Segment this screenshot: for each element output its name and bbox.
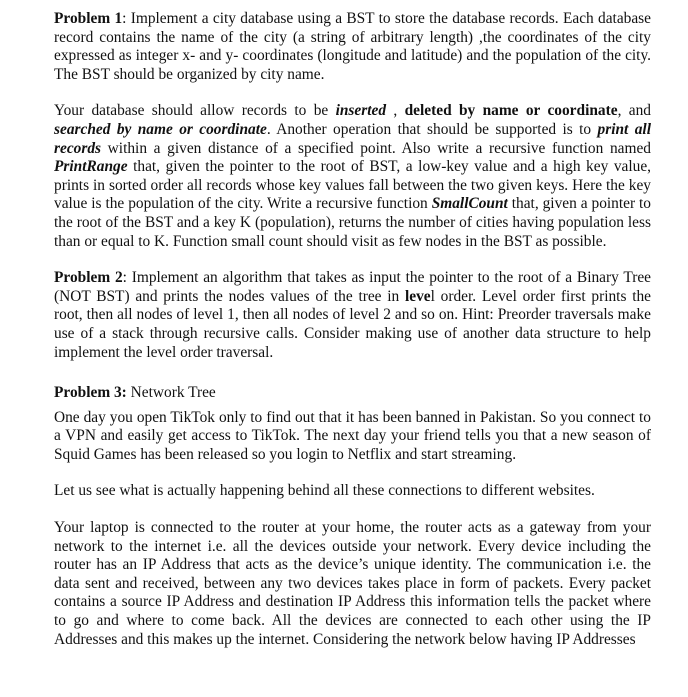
text-run: that, given a pointer to the root of the BST and a key K (population), returns the number of cities having population less than or equal to K. Function small count should visit as few nodes in the BST as possible. bbox=[54, 195, 651, 250]
emphasis-searched: searched by name or coordinate bbox=[54, 120, 267, 138]
text-run: within a given distance of a specified point. Also write a recursive function named bbox=[101, 139, 651, 157]
text-run: Your database should allow records to be bbox=[54, 102, 336, 120]
function-name-smallcount: SmallCount bbox=[431, 195, 508, 213]
emphasis-inserted: inserted bbox=[335, 102, 387, 120]
problem3-heading: Problem 3: bbox=[54, 384, 127, 402]
problem3-title: Network Tree bbox=[126, 384, 216, 402]
problem1-paragraph bbox=[54, 10, 651, 84]
text-run: that, given the pointer to the root of BST, a low-key value and a high key value, prints in sorted order all records whose key values fall between the two given keys. Here the key value is the population of the city. Write a recursive function bbox=[54, 158, 651, 213]
problem3-network-paragraph: Your laptop is connected to the router at your home, the router acts as a gateway from your network to the internet i.e. all the devices outside your network. Every device including the router has an IP Address that acts as the device’s unique identity. The communication i.e. the data sent and received, between any two devices takes place in form of packets. Every packet contains a source IP Address and destination IP Address this information tells the packet where to go and where to come back. All the devices are connected to each other using the IP Addresses and this makes up the internet. Considering the network below having IP Addresses bbox=[54, 519, 651, 648]
problem3-intro-paragraph: One day you open TikTok only to find out that it has been banned in Pakistan. So you connect to a VPN and easily get access to TikTok. The next day your friend tells you that a new season of Squid Games has been released so you login to Netflix and start streaming. bbox=[54, 408, 651, 463]
text-run: : Implement an algorithm that takes as input the pointer to the root of a Binary Tree (NOT BST) and prints the nodes values of the tree in bbox=[54, 269, 651, 305]
problem1-text: : Implement a city database using a BST to store the database records. Each database record contains the name of the city (a string of arbitrary length) ,the coordinates of the city expressed as integer x- and y- coordinates (longitude and latitude) and the population of the city. The BST should be organized by city name. bbox=[54, 10, 652, 83]
problem3-transition-paragraph: Let us see what is actually happening behind all these connections to different websites. bbox=[54, 482, 595, 500]
emphasis-level: leve bbox=[404, 287, 431, 305]
problem2-heading: Problem 2 bbox=[54, 269, 123, 287]
emphasis-print-all: print all records bbox=[54, 120, 651, 157]
text-run: . Another operation that should be supported is to bbox=[266, 120, 598, 138]
text-run: l order. Level order first prints the root, then all nodes of level 1, then all nodes of level 2 and so on. Hint: Preorder traversals make use of a stack through recursive calls. Consider making use of another data structure to help implement the level order traversal. bbox=[54, 287, 651, 361]
problem2-paragraph bbox=[54, 269, 651, 362]
problem1-heading: Problem 1 bbox=[54, 10, 123, 27]
problem3-heading-line bbox=[54, 384, 651, 403]
document-page bbox=[54, 10, 651, 667]
function-name-printrange: PrintRange bbox=[54, 158, 128, 176]
text-run: , bbox=[386, 102, 405, 120]
problem1-requirements-paragraph bbox=[54, 102, 651, 251]
text-run: , and bbox=[617, 102, 651, 120]
emphasis-deleted: deleted by name or coordinate bbox=[404, 102, 618, 120]
